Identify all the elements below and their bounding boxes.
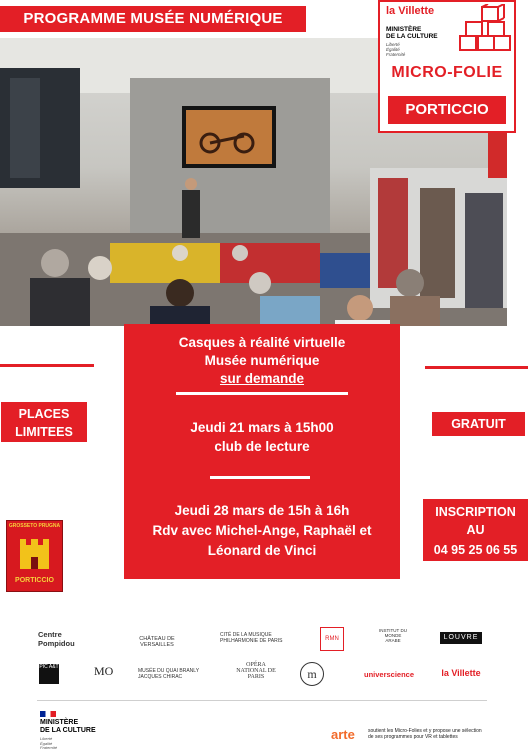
louvre-logo — [440, 632, 482, 644]
quai-branly-logo: MUSÉE DU QUAI BRANLY JACQUES CHIRAC — [138, 668, 199, 680]
grosseto-prugna-crest — [6, 520, 63, 592]
au-label: AU — [466, 523, 485, 537]
event1-title: club de lecture — [214, 439, 310, 454]
on-demand-text: sur demande — [219, 371, 305, 386]
ministere-text: MINISTÈRE DE LA CULTURE — [386, 26, 438, 40]
philharmonie-logo: CITÉ DE LA MUSIQUE PHILHARMONIE DE PARIS — [220, 632, 283, 644]
cubes-icon — [458, 4, 512, 54]
page-title: PROGRAMME MUSÉE NUMÉRIQUE — [0, 6, 306, 32]
crest-bottom-text: PORTICCIO — [15, 577, 54, 584]
footer-divider — [37, 700, 487, 701]
pal-logo — [39, 664, 59, 684]
limitees-label: LIMITEES — [15, 425, 73, 439]
arte-logo: arte — [331, 727, 355, 742]
phone-number: 04 95 25 06 55 — [433, 543, 518, 557]
rmn-text: RMN — [325, 636, 339, 642]
castle-icon — [16, 533, 53, 571]
event2-date: Jeudi 28 mars de 15h à 16h — [174, 503, 350, 518]
places-label: PLACES — [18, 407, 70, 421]
versailles-logo: CHÂTEAU DE VERSAILLES — [139, 636, 175, 648]
crest-top-text: GROSSETO PRUGNA — [8, 523, 61, 529]
lavillette-footer-logo: la Villette — [441, 668, 481, 678]
rmn-logo — [320, 627, 344, 651]
micro-folie-logo — [378, 0, 516, 133]
opera-logo — [236, 662, 276, 680]
vr-headsets-text: Casques à réalité virtuelle — [178, 335, 346, 350]
pal-text: PIC A&T — [39, 664, 59, 670]
separator-line — [176, 392, 348, 395]
event2-title: Rdv avec Michel-Ange, Raphaël et — [152, 523, 372, 538]
centre-pompidou-text: Centre Pompidou — [38, 630, 75, 648]
mo-logo: MO — [94, 664, 114, 678]
centre-pompidou-logo — [38, 630, 96, 648]
divider-right — [425, 366, 528, 369]
info-box — [124, 324, 400, 579]
location-label: PORTICCIO — [388, 96, 506, 124]
marianne-logo — [40, 711, 56, 717]
free-badge: GRATUIT — [432, 412, 525, 436]
micro-folie-label: MICRO-FOLIE — [391, 64, 503, 81]
footer-liberte: Liberté Égalité Fraternité — [40, 736, 58, 750]
separator-line — [210, 476, 310, 479]
universcience-logo: universcience — [363, 670, 415, 679]
arte-text: soutient les Micro-Folies et y propose une sélection de ses programmes pour VR et tablettes — [368, 728, 482, 740]
m-logo — [300, 662, 324, 686]
lavillette-logo: la Villette — [386, 5, 435, 17]
registration-badge — [423, 499, 528, 561]
liberte-text: Liberté Égalité Fraternité — [386, 42, 406, 57]
digital-museum-text: Musée numérique — [204, 353, 320, 368]
ima-logo: INSTITUT DU MONDE ARABE — [379, 628, 407, 643]
inscription-label: INSCRIPTION — [435, 505, 516, 519]
event2-title-cont: Léonard de Vinci — [207, 543, 317, 558]
event1-date: Jeudi 21 mars à 15h00 — [190, 420, 334, 435]
divider-left — [0, 364, 94, 367]
louvre-text: LOUVRE — [443, 634, 479, 641]
opera-text: OPÉRA NATIONAL DE PARIS — [236, 662, 276, 680]
footer-ministere: MINISTÈRE DE LA CULTURE — [40, 719, 96, 734]
places-limited-badge — [1, 402, 87, 442]
m-text: m — [307, 667, 317, 681]
